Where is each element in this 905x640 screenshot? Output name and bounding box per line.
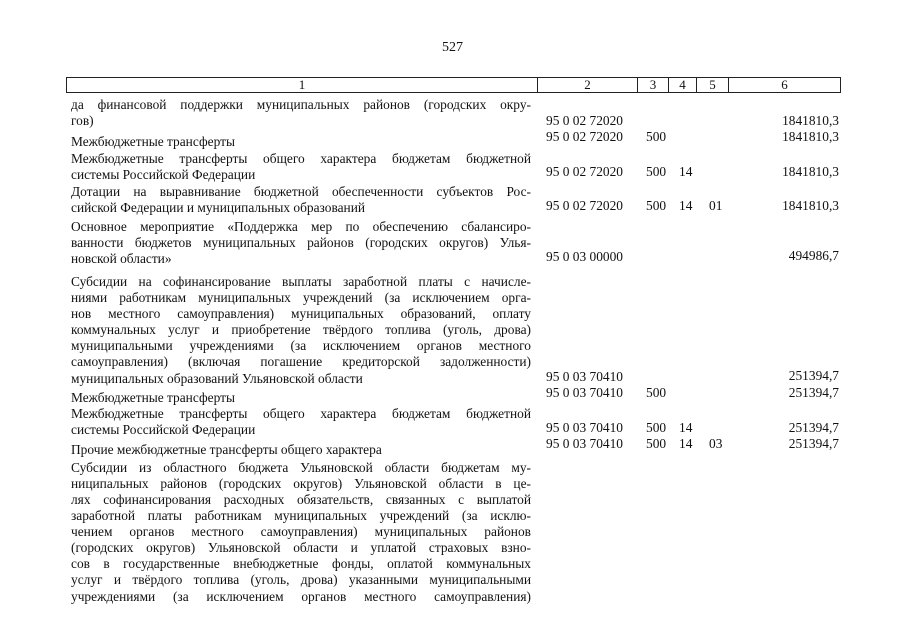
row-code: 95 0 02 72020 — [546, 198, 623, 213]
row-desc-line: заработной платы работникам муниципальных учреждений (за исклю- — [71, 508, 531, 523]
row-amount: 1841810,3 — [782, 164, 839, 179]
row-col-4: 14 — [679, 164, 693, 179]
header-col-4: 4 — [669, 78, 697, 92]
row-desc-line: Субсидии на софинансирование выплаты заработной платы с начисле- — [71, 274, 531, 289]
row-col-4: 14 — [679, 436, 693, 451]
row-amount: 251394,7 — [788, 385, 839, 400]
row-desc-line: нов местного самоуправления) муниципальных образований, оплату — [71, 306, 531, 321]
row-desc-line: чением органов местного самоуправления) муниципальных районов — [71, 524, 531, 539]
row-desc-line: Дотации на выравнивание бюджетной обеспеченности субъектов Рос- — [71, 184, 531, 199]
page-number: 527 — [442, 40, 463, 55]
header-col-1: 1 — [67, 78, 538, 92]
row-desc-line: ниципальных районов (городских округов) Ульяновской области в це- — [71, 476, 531, 491]
row-desc-line: лях софинансирования расходных обязательств, связанных с выплатой — [71, 492, 531, 507]
row-desc-line: сийской Федерации и муниципальных образований — [71, 200, 366, 215]
row-desc-line: Межбюджетные трансферты общего характера бюджетам бюджетной — [71, 406, 531, 421]
row-desc-line: учреждениями (за исключением органов местного самоуправления) — [71, 589, 531, 604]
row-col-3: 500 — [646, 385, 667, 400]
row-col-3: 500 — [646, 436, 667, 451]
table-header — [66, 77, 841, 93]
row-code: 95 0 03 70410 — [546, 385, 623, 400]
row-desc-line: (городских округов) Ульяновской области и уплатой страховых взно- — [71, 540, 531, 555]
row-desc-line: сов в государственные внебюджетные фонды, оплатой коммунальных — [71, 556, 531, 571]
row-amount: 494986,7 — [788, 248, 839, 263]
row-col-5: 03 — [709, 436, 723, 451]
row-amount: 1841810,3 — [782, 113, 839, 128]
row-desc-line: системы Российской Федерации — [71, 167, 256, 182]
row-desc-line: услуг и твёрдого топлива (уголь, дрова) указанными муниципальными — [71, 572, 531, 587]
row-desc-line: коммунальных услуг и приобретение твёрдого топлива (уголь, дрова) — [71, 322, 531, 337]
row-desc-line: муниципальных образований Ульяновской области — [71, 371, 363, 386]
row-amount: 1841810,3 — [782, 129, 839, 144]
row-col-4: 14 — [679, 420, 693, 435]
row-code: 95 0 02 72020 — [546, 164, 623, 179]
row-desc-line: ниями работникам муниципальных учреждений (за исключением орга- — [71, 290, 531, 305]
row-amount: 251394,7 — [788, 420, 839, 435]
row-desc-line: да финансовой поддержки муниципальных районов (городских окру- — [71, 97, 531, 112]
row-desc-line: Прочие межбюджетные трансферты общего характера — [71, 442, 382, 457]
header-col-3: 3 — [638, 78, 669, 92]
row-desc-line: Основное мероприятие «Поддержка мер по обеспечению сбалансиро- — [71, 219, 531, 234]
header-col-2: 2 — [538, 78, 638, 92]
row-desc-line: муниципальными учреждениями (за исключением органов местного — [71, 338, 531, 353]
row-amount: 1841810,3 — [782, 198, 839, 213]
header-col-5: 5 — [697, 78, 729, 92]
row-code: 95 0 03 70410 — [546, 369, 623, 384]
row-code: 95 0 02 72020 — [546, 129, 623, 144]
row-col-4: 14 — [679, 198, 693, 213]
row-code: 95 0 03 70410 — [546, 436, 623, 451]
row-code: 95 0 02 72020 — [546, 113, 623, 128]
row-col-3: 500 — [646, 420, 667, 435]
header-col-6: 6 — [781, 77, 788, 92]
row-amount: 251394,7 — [788, 368, 839, 383]
row-desc-line: самоуправления) (включая погашение кредиторской задолженности) — [71, 354, 531, 369]
row-amount: 251394,7 — [788, 436, 839, 451]
row-desc-line: Межбюджетные трансферты — [71, 390, 235, 405]
row-desc-line: системы Российской Федерации — [71, 422, 256, 437]
row-desc-line: Субсидии из областного бюджета Ульяновской области бюджетам му- — [71, 460, 531, 475]
row-desc-line: Межбюджетные трансферты общего характера бюджетам бюджетной — [71, 151, 531, 166]
row-desc-line: ванности бюджетов муниципальных районов (городских округов) Улья- — [71, 235, 531, 250]
row-desc-line: гов) — [71, 113, 94, 128]
row-desc-line: Межбюджетные трансферты — [71, 134, 235, 149]
row-code: 95 0 03 70410 — [546, 420, 623, 435]
row-col-5: 01 — [709, 198, 723, 213]
row-code: 95 0 03 00000 — [546, 249, 623, 264]
row-col-3: 500 — [646, 164, 667, 179]
row-desc-line: новской области» — [71, 251, 172, 266]
row-col-3: 500 — [646, 198, 667, 213]
row-col-3: 500 — [646, 129, 667, 144]
